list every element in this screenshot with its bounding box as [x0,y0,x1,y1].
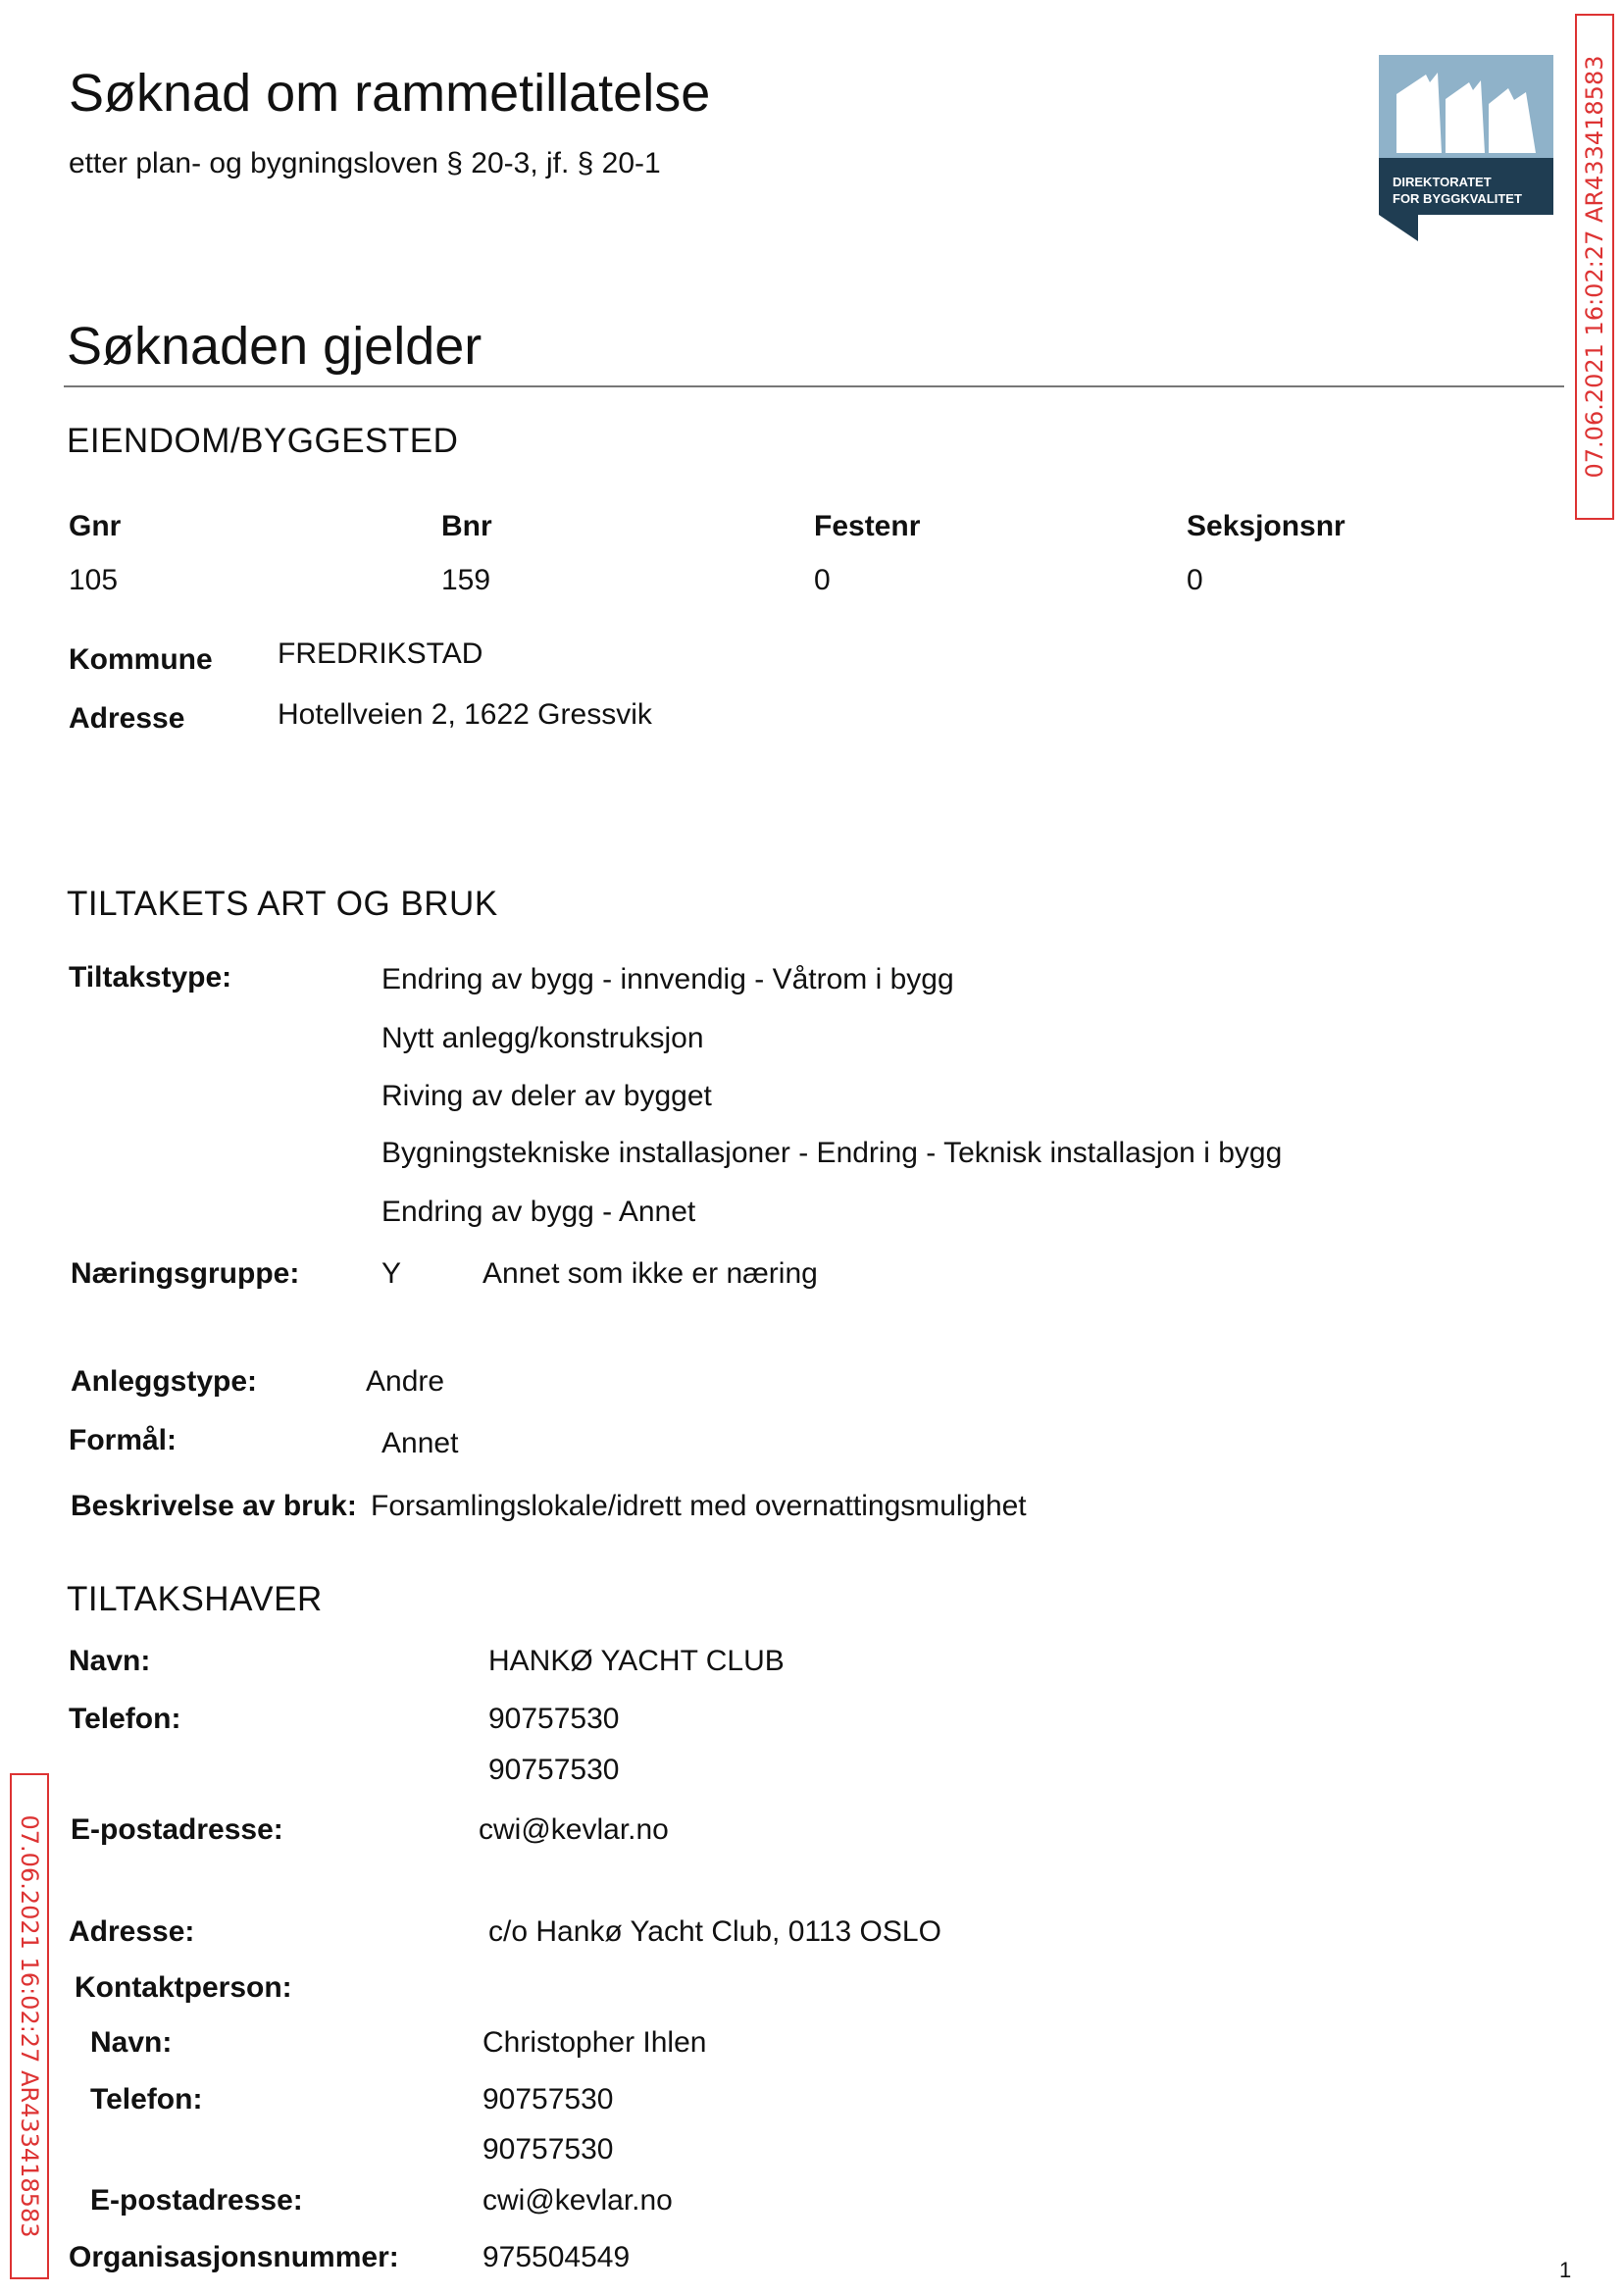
document-title: Søknad om rammetillatelse [69,64,711,123]
logo-text-line1: DIREKTORATET [1393,175,1492,189]
tiltakstype-item: Endring av bygg - innvendig - Våtrom i bygg [381,963,954,995]
document-subtitle: etter plan- og bygningsloven § 20-3, jf. § 20-1 [69,147,661,179]
tiltakstype-item: Endring av bygg - Annet [381,1196,696,1228]
naeringsgruppe-value: Annet som ikke er næring [482,1257,818,1290]
orgnr-value: 975504549 [482,2241,631,2273]
section-title: Søknaden gjelder [67,317,482,376]
gnr-label: Gnr [69,510,122,542]
formal-label: Formål: [69,1424,178,1456]
orgnr-label: Organisasjonsnummer: [69,2241,399,2273]
festenr-label: Festenr [814,510,921,542]
tiltakshaver-epost-value: cwi@kevlar.no [479,1813,669,1846]
tiltakshaver-heading: TILTAKSHAVER [67,1580,323,1618]
seksjonsnr-value: 0 [1187,564,1203,596]
adresse-label: Adresse [69,702,185,735]
beskrivelse-value: Forsamlingslokale/idrett med overnattingsmulighet [371,1490,1027,1522]
seksjonsnr-label: Seksjonsnr [1187,510,1345,542]
archive-stamp-top [1575,14,1614,520]
tiltakshaver-epost-label: E-postadresse: [71,1813,283,1846]
kontakt-telefon-label: Telefon: [90,2083,203,2116]
logo-text-line2: FOR BYGGKVALITET [1393,191,1522,206]
tiltak-heading: TILTAKETS ART OG BRUK [67,885,498,923]
beskrivelse-label: Beskrivelse av bruk: [71,1490,357,1522]
tiltakshaver-adresse-value: c/o Hankø Yacht Club, 0113 OSLO [488,1915,941,1948]
kontakt-navn-value: Christopher Ihlen [482,2026,707,2059]
festenr-value: 0 [814,564,831,596]
bnr-label: Bnr [441,510,492,542]
eiendom-heading: EIENDOM/BYGGESTED [67,422,459,460]
archive-stamp-bottom [10,1773,49,2279]
gnr-value: 105 [69,564,119,596]
kontakt-telefon-value: 90757530 [482,2133,614,2166]
kontakt-epost-label: E-postadresse: [90,2184,303,2217]
tiltakshaver-navn-label: Navn: [69,1645,151,1677]
tiltakstype-item: Nytt anlegg/konstruksjon [381,1022,704,1054]
naeringsgruppe-label: Næringsgruppe: [71,1257,300,1290]
naeringsgruppe-code: Y [381,1257,402,1290]
kontakt-epost-value: cwi@kevlar.no [482,2184,673,2217]
tiltakshaver-telefon-value: 90757530 [488,1754,620,1786]
tiltakstype-item: Bygningstekniske installasjoner - Endring - Teknisk installasjon i bygg [381,1137,1283,1169]
page-number: 1 [1559,2258,1572,2282]
stamp-text: 07.06.2021 16:02:27 AR433418583 [16,1814,43,2238]
section-divider [64,385,1564,387]
tiltakshaver-telefon-value: 90757530 [488,1703,620,1735]
tiltakshaver-telefon-label: Telefon: [69,1703,181,1735]
kontakt-telefon-value: 90757530 [482,2083,614,2116]
stamp-text: 07.06.2021 16:02:27 AR433418583 [1581,55,1608,479]
kontakt-navn-label: Navn: [90,2026,173,2059]
adresse-value: Hotellveien 2, 1622 Gressvik [278,698,652,731]
anleggstype-value: Andre [366,1365,445,1398]
tiltakshaver-adresse-label: Adresse: [69,1915,195,1948]
kontaktperson-label: Kontaktperson: [75,1971,292,2004]
kommune-value: FREDRIKSTAD [278,637,483,670]
tiltakstype-label: Tiltakstype: [69,961,232,994]
tiltakstype-item: Riving av deler av bygget [381,1080,712,1112]
tiltakshaver-navn-value: HANKØ YACHT CLUB [488,1645,785,1677]
bnr-value: 159 [441,564,491,596]
kommune-label: Kommune [69,643,213,676]
dibk-logo [1379,55,1553,241]
anleggstype-label: Anleggstype: [71,1365,258,1398]
formal-value: Annet [381,1427,459,1459]
